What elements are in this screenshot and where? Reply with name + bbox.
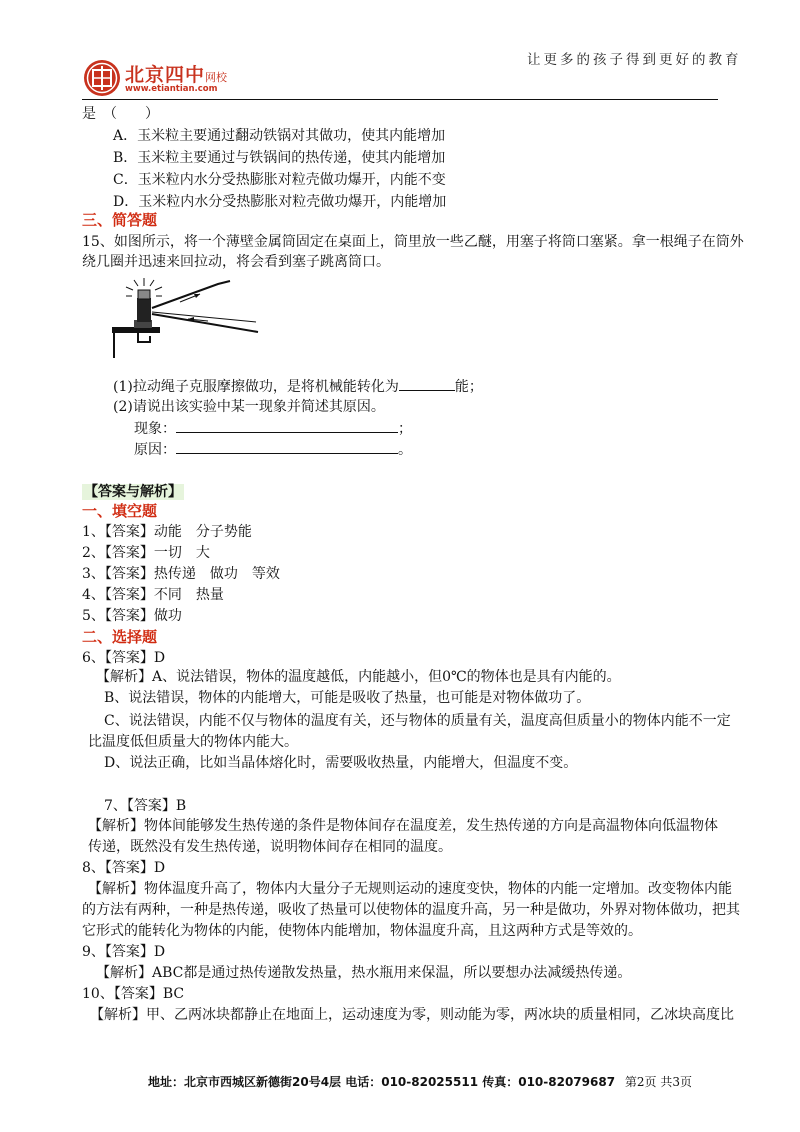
q10-head: 10、【答案】BC bbox=[82, 986, 185, 1002]
q15-reason bbox=[134, 439, 412, 460]
q15-line1: 15、如图所示，将一个薄壁金属筒固定在桌面上，筒里放一些乙醚，用塞子将筒口塞紧。拿一根绳子在筒外 bbox=[82, 234, 744, 250]
q7-analysis-l1: 【解析】物体间能够发生热传递的条件是物体间存在温度差，发生热传递的方向是高温物体向低温物体 bbox=[88, 818, 718, 834]
q7-analysis-l2: 传递，既然没有发生热传递，说明物体间存在相同的温度。 bbox=[88, 839, 452, 855]
q6-analysis-b: B、说法错误，物体的内能增大，可能是吸收了热量，也可能是对物体做功了。 bbox=[104, 690, 591, 706]
q14-tail: 是 （ ） bbox=[82, 106, 159, 122]
logo-url: www.etiantian.com bbox=[125, 84, 218, 94]
section2-title: 二、选择题 bbox=[82, 628, 158, 646]
q6-analysis-c1: C、说法错误，内能不仅与物体的温度有关，还与物体的质量有关，温度高但质量小的物体内能不一定 bbox=[104, 713, 731, 729]
fill-answer-5: 5、【答案】做功 bbox=[82, 608, 182, 624]
q6-analysis-d: D、说法正确，比如当晶体熔化时，需要吸收热量，内能增大，但温度不变。 bbox=[104, 755, 578, 771]
q14-option-d: D．玉米粒内水分受热膨胀对粒壳做功爆开，内能增加 bbox=[113, 194, 447, 210]
section1-title: 一、填空题 bbox=[82, 502, 158, 520]
q8-analysis-l2: 的方法有两种，一种是热传递，吸收了热量可以使物体的温度升高，另一种是做功，外界对物体做功，把其 bbox=[82, 902, 740, 918]
q8-head: 8、【答案】D bbox=[82, 860, 166, 876]
phenomenon-blank[interactable] bbox=[176, 418, 398, 433]
fill-answer-1: 1、【答案】动能 分子势能 bbox=[82, 524, 252, 540]
footer bbox=[148, 1073, 692, 1090]
fill-answer-3: 3、【答案】热传递 做功 等效 bbox=[82, 566, 280, 582]
q15-sub2: (2)请说出该实验中某一现象并简述其原因。 bbox=[113, 399, 385, 415]
q15-phenomenon bbox=[134, 418, 412, 439]
q15-sub1 bbox=[113, 376, 483, 397]
footer-page: 第2页 共3页 bbox=[624, 1075, 692, 1089]
section3-title: 三、简答题 bbox=[82, 211, 158, 229]
q6-head: 6、【答案】D bbox=[82, 650, 166, 666]
q8-analysis-l1: 【解析】物体温度升高了，物体内大量分子无规则运动的速度变快，物体的内能一定增加。改变物体内能 bbox=[88, 881, 732, 897]
header-rule bbox=[82, 99, 718, 100]
q15-sub1-before: (1)拉动绳子克服摩擦做功，是将机械能转化为 bbox=[113, 379, 399, 395]
logo-name: 北京四中 bbox=[125, 64, 206, 86]
fill-answer-2: 2、【答案】一切 大 bbox=[82, 545, 210, 561]
q15-line2: 绕几圈并迅速来回拉动，将会看到塞子跳离筒口。 bbox=[82, 254, 390, 270]
fill-answer-4: 4、【答案】不同 热量 bbox=[82, 587, 224, 603]
q14-option-a: A．玉米粒主要通过翻动铁锅对其做功，使其内能增加 bbox=[113, 128, 446, 144]
logo-emblem-icon bbox=[82, 58, 122, 98]
q9-analysis-l1: 【解析】ABC都是通过热传递散发热量，热水瓶用来保温，所以要想办法减缓热传递。 bbox=[96, 965, 632, 981]
footer-address: 地址：北京市西城区新德街20号4层 电话：010-82025511 传真：010-82079687 bbox=[148, 1075, 616, 1089]
reason-blank[interactable] bbox=[176, 439, 398, 454]
q10-analysis-l1: 【解析】甲、乙两冰块都静止在地面上，运动速度为零，则动能为零，两冰块的质量相同，乙冰块高度比 bbox=[90, 1007, 734, 1023]
q14-option-c: C．玉米粒内水分受热膨胀对粒壳做功爆开，内能不变 bbox=[113, 172, 446, 188]
q7-head: 7、【答案】B bbox=[104, 798, 187, 814]
q8-analysis-l3: 它形式的能转化为物体的内能，使物体内能增加，物体温度升高，且这两种方式是等效的。 bbox=[82, 923, 642, 939]
q6-analysis-c2: 比温度低但质量大的物体内能大。 bbox=[88, 734, 298, 750]
q15-sub1-after: 能； bbox=[454, 379, 483, 395]
q9-head: 9、【答案】D bbox=[82, 944, 166, 960]
metal-tube-diagram bbox=[108, 272, 264, 358]
reason-end: 。 bbox=[398, 442, 412, 458]
q6-analysis-a: 【解析】A、说法错误，物体的温度越低，内能越小，但0℃的物体也是具有内能的。 bbox=[96, 669, 621, 685]
q15-blank-energy[interactable] bbox=[399, 376, 455, 391]
phenomenon-end: ； bbox=[398, 421, 412, 437]
header-slogan: 让更多的孩子得到更好的教育 bbox=[527, 52, 742, 68]
logo-text bbox=[125, 60, 227, 87]
reason-label: 原因： bbox=[134, 442, 176, 458]
q14-option-b: B．玉米粒主要通过与铁锅间的热传递，使其内能增加 bbox=[113, 150, 446, 166]
logo-net: 网校 bbox=[205, 71, 228, 84]
phenomenon-label: 现象： bbox=[134, 421, 176, 437]
answers-title: 【答案与解析】 bbox=[84, 484, 182, 500]
